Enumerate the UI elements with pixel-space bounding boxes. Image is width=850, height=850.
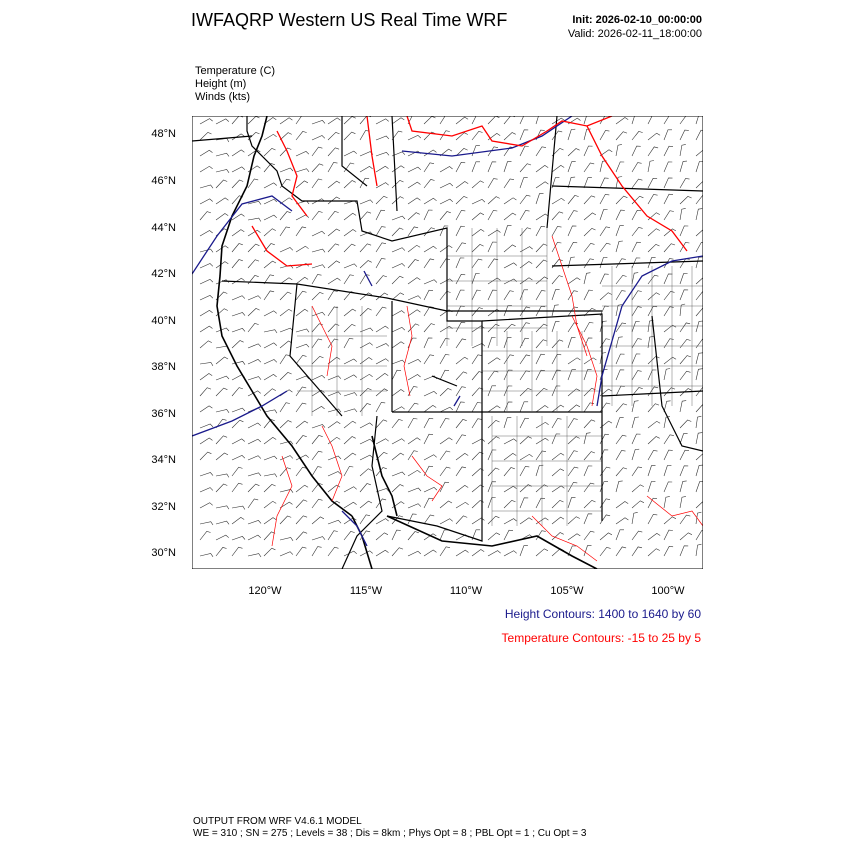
lat-label: 40°N bbox=[151, 315, 176, 327]
lat-label: 30°N bbox=[151, 547, 176, 559]
map-background bbox=[192, 116, 703, 569]
lon-label: 115°W bbox=[349, 585, 383, 597]
valid-time: Valid: 2026-02-11_18:00:00 bbox=[567, 28, 702, 40]
height-contour-note: Height Contours: 1400 to 1640 by 60 bbox=[504, 607, 701, 621]
lat-label: 32°N bbox=[151, 501, 176, 513]
field-label-winds: Winds (kts) bbox=[195, 91, 250, 103]
lat-label: 36°N bbox=[151, 408, 176, 420]
field-label-height: Height (m) bbox=[195, 78, 247, 90]
field-label-temperature: Temperature (C) bbox=[195, 65, 276, 77]
lon-label: 110°W bbox=[449, 585, 483, 597]
lat-label: 44°N bbox=[151, 222, 176, 234]
lat-label: 48°N bbox=[151, 128, 176, 140]
model-info-line1: OUTPUT FROM WRF V4.6.1 MODEL bbox=[193, 816, 362, 827]
lat-label: 34°N bbox=[151, 454, 176, 466]
lon-label: 100°W bbox=[651, 585, 685, 597]
init-time: Init: 2026-02-10_00:00:00 bbox=[572, 14, 702, 26]
lon-label: 105°W bbox=[550, 585, 584, 597]
lat-label: 46°N bbox=[151, 175, 176, 187]
map-panel bbox=[192, 116, 703, 569]
page-title: IWFAQRP Western US Real Time WRF bbox=[191, 10, 508, 30]
lat-label: 38°N bbox=[151, 361, 176, 373]
lon-label: 120°W bbox=[248, 585, 282, 597]
lat-label: 42°N bbox=[151, 268, 176, 280]
model-info-line2: WE = 310 ; SN = 275 ; Levels = 38 ; Dis = 8km ; Phys Opt = 8 ; PBL Opt = 1 ; Cu Opt = 3 bbox=[193, 828, 587, 839]
temperature-contour-note: Temperature Contours: -15 to 25 by 5 bbox=[501, 631, 701, 645]
